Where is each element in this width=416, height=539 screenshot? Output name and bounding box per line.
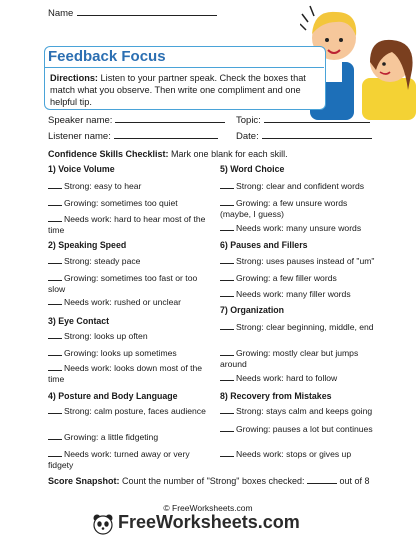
item-text: Needs work: many filler words	[236, 289, 351, 299]
check-blank[interactable]	[220, 373, 234, 381]
item-text: Strong: easy to hear	[64, 181, 142, 191]
item-text: Strong: looks up often	[64, 331, 148, 341]
check-blank[interactable]	[48, 406, 62, 414]
checklist-instruction: Mark one blank for each skill.	[168, 149, 288, 159]
checklist-item	[48, 256, 218, 267]
check-blank[interactable]	[48, 198, 62, 206]
check-blank[interactable]	[48, 181, 62, 189]
checklist-item	[220, 348, 380, 370]
section-title: 4) Posture and Body Language	[48, 391, 178, 401]
directions-label: Directions:	[50, 73, 98, 83]
brand-logo-text: FreeWorksheets.com	[118, 512, 300, 532]
section-title: 8) Recovery from Mistakes	[220, 391, 332, 401]
checklist-item	[220, 449, 400, 460]
item-text: Strong: calm posture, faces audience	[64, 406, 206, 416]
section-title: 6) Pauses and Fillers	[220, 240, 308, 250]
check-blank[interactable]	[48, 449, 62, 457]
checklist-item	[220, 373, 400, 384]
item-text: Needs work: stops or gives up	[236, 449, 352, 459]
listener-label: Listener name:	[48, 131, 111, 142]
speaker-field	[48, 113, 225, 126]
topic-field	[236, 113, 370, 126]
snapshot-label: Score Snapshot:	[48, 476, 120, 486]
check-blank[interactable]	[220, 449, 234, 457]
item-text: Growing: a few unsure words (maybe, I guess)	[220, 198, 348, 219]
page-title: Feedback Focus	[48, 48, 166, 65]
checklist-item	[220, 198, 380, 220]
check-blank[interactable]	[220, 289, 234, 297]
item-text: Strong: clear beginning, middle, end	[236, 322, 374, 332]
checklist-item	[220, 424, 380, 435]
check-blank[interactable]	[220, 198, 234, 206]
item-text: Needs work: hard to hear most of the time	[48, 214, 206, 235]
section-title: 1) Voice Volume	[48, 164, 115, 174]
directions-text	[50, 72, 320, 108]
topic-blank[interactable]	[264, 113, 370, 123]
checklist-item	[48, 181, 218, 192]
check-blank[interactable]	[48, 256, 62, 264]
score-blank[interactable]	[307, 475, 337, 484]
checklist-item	[220, 256, 410, 267]
check-blank[interactable]	[48, 273, 62, 281]
listener-blank[interactable]	[114, 129, 218, 139]
snapshot-suffix: out of 8	[337, 476, 370, 486]
checklist-item	[220, 322, 380, 333]
name-label: Name	[48, 8, 74, 19]
directions-body: Listen to your partner speak. Check the boxes that match what you observe. Then write one compliment and one helpful tip.	[50, 73, 306, 107]
speaker-label: Speaker name:	[48, 115, 113, 126]
check-blank[interactable]	[48, 331, 62, 339]
checklist-item	[48, 449, 208, 471]
checklist-item	[220, 289, 400, 300]
section-title: 3) Eye Contact	[48, 316, 110, 326]
panda-logo-icon	[92, 513, 114, 535]
name-field	[48, 6, 217, 19]
item-text: Needs work: many unsure words	[236, 223, 362, 233]
snapshot-text: Count the number of "Strong" boxes checked:	[119, 476, 308, 486]
checklist-item	[220, 223, 400, 234]
check-blank[interactable]	[220, 424, 234, 432]
check-blank[interactable]	[48, 214, 62, 222]
section-title: 5) Word Choice	[220, 164, 285, 174]
name-blank[interactable]	[77, 6, 217, 16]
item-text: Growing: looks up sometimes	[64, 348, 177, 358]
item-text: Growing: a little fidgeting	[64, 432, 159, 442]
item-text: Growing: mostly clear but jumps around	[220, 348, 359, 369]
score-snapshot	[48, 475, 370, 486]
check-blank[interactable]	[220, 181, 234, 189]
item-text: Growing: sometimes too fast or too slow	[48, 273, 198, 294]
check-blank[interactable]	[220, 348, 234, 356]
date-label: Date:	[236, 131, 259, 142]
check-blank[interactable]	[48, 363, 62, 371]
item-text: Growing: a few filler words	[236, 273, 337, 283]
check-blank[interactable]	[48, 297, 62, 305]
checklist-item	[48, 432, 218, 443]
checklist-item	[220, 273, 400, 284]
date-field	[236, 129, 372, 142]
item-text: Growing: sometimes too quiet	[64, 198, 178, 208]
checklist-item	[48, 331, 218, 342]
checklist-title	[48, 149, 288, 159]
copyright-text: © FreeWorksheets.com	[163, 503, 253, 513]
check-blank[interactable]	[220, 406, 234, 414]
checklist-label: Confidence Skills Checklist:	[48, 149, 169, 159]
checklist-item	[48, 363, 210, 385]
header-divider	[44, 67, 324, 68]
section-title: 2) Speaking Speed	[48, 240, 127, 250]
check-blank[interactable]	[48, 432, 62, 440]
topic-label: Topic:	[236, 115, 261, 126]
checklist-item	[220, 181, 400, 192]
item-text: Strong: stays calm and keeps going	[236, 406, 373, 416]
check-blank[interactable]	[220, 273, 234, 281]
item-text: Needs work: looks down most of the time	[48, 363, 203, 384]
listener-field	[48, 129, 218, 142]
section-title: 7) Organization	[220, 305, 285, 315]
item-text: Needs work: turned away or very fidgety	[48, 449, 190, 470]
date-blank[interactable]	[262, 129, 372, 139]
check-blank[interactable]	[220, 223, 234, 231]
item-text: Strong: steady pace	[64, 256, 141, 266]
checklist-item	[48, 406, 208, 417]
item-text: Growing: pauses a lot but continues	[236, 424, 373, 434]
speaker-blank[interactable]	[115, 113, 225, 123]
item-text: Strong: uses pauses instead of "um"	[236, 256, 375, 266]
checklist-item	[48, 214, 210, 236]
checklist-item	[48, 198, 218, 209]
item-text: Strong: clear and confident words	[236, 181, 365, 191]
checklist-item	[48, 297, 218, 308]
checklist-item	[48, 273, 216, 295]
item-text: Needs work: hard to follow	[236, 373, 338, 383]
checklist-item	[220, 406, 410, 417]
check-blank[interactable]	[48, 348, 62, 356]
check-blank[interactable]	[220, 322, 234, 330]
checklist-item	[48, 348, 218, 359]
check-blank[interactable]	[220, 256, 234, 264]
item-text: Needs work: rushed or unclear	[64, 297, 182, 307]
